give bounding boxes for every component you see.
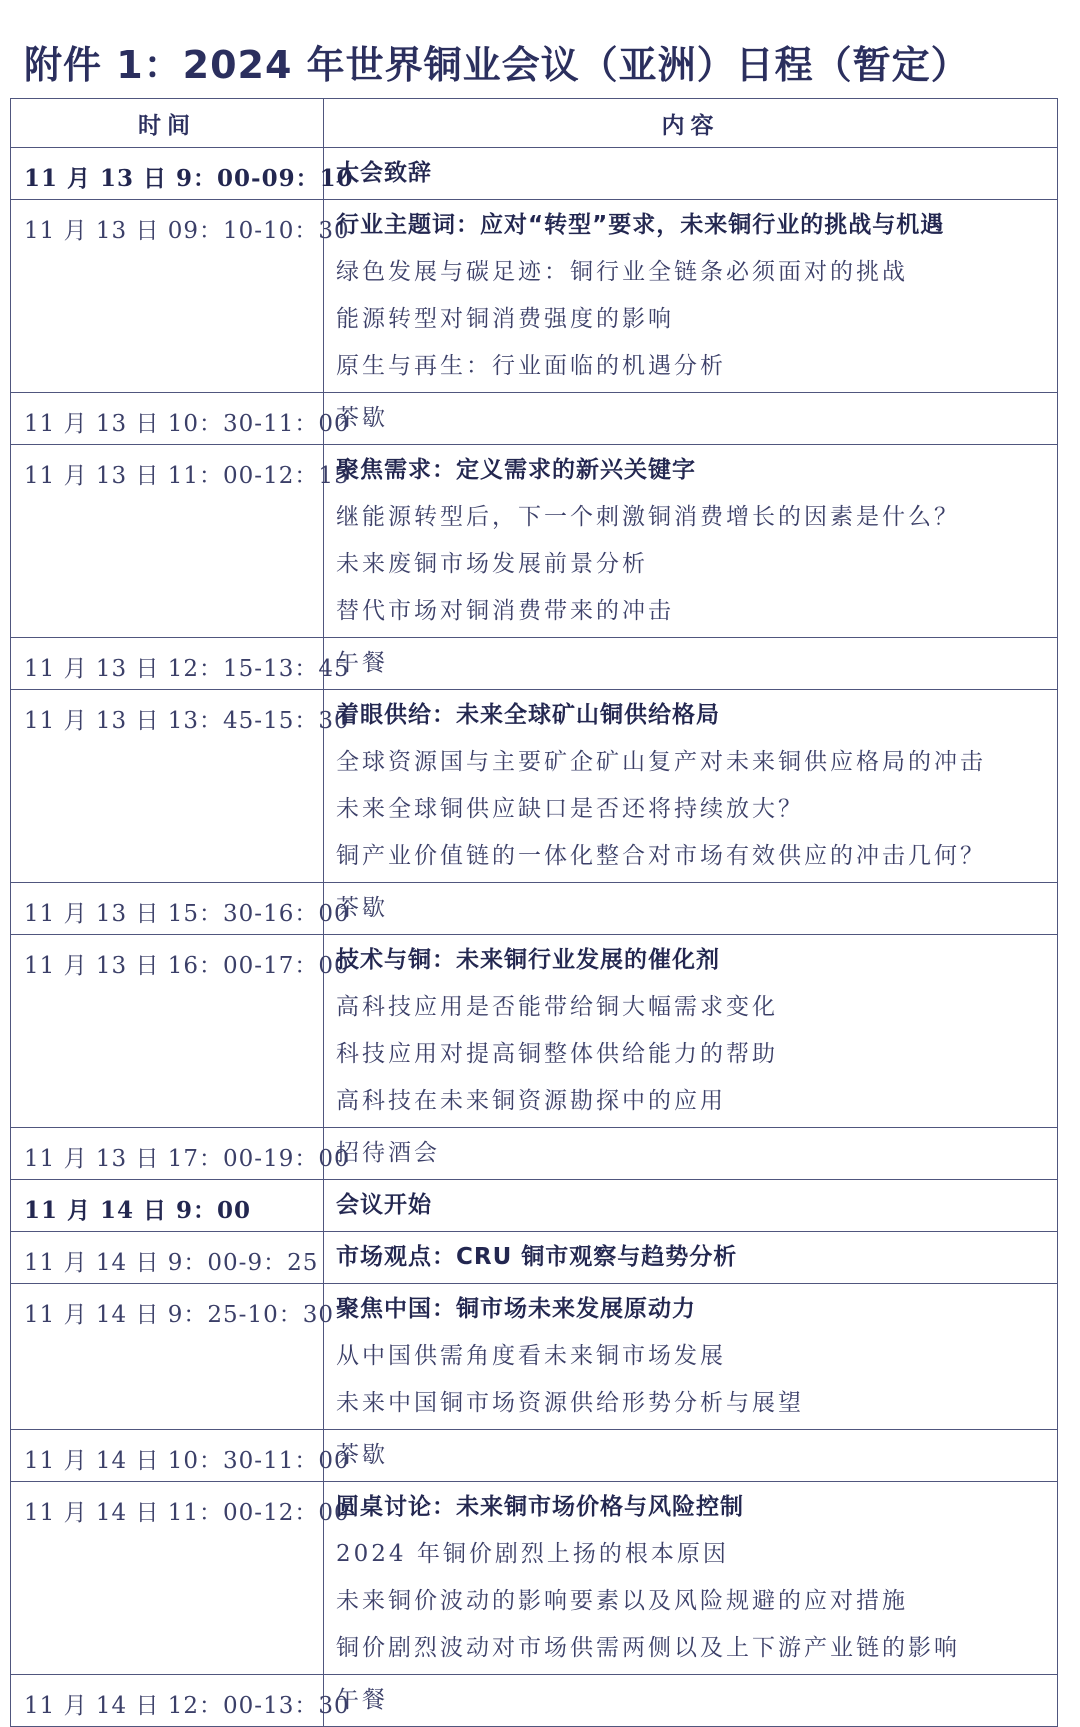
session-topic: 绿色发展与碳足迹：铜行业全链条必须面对的挑战 xyxy=(336,259,908,285)
table-row xyxy=(11,1430,1058,1482)
table-row xyxy=(11,883,1058,935)
table-row xyxy=(11,935,1058,1128)
time-cell: 11 月 13 日 09：10-10：30 xyxy=(11,200,324,393)
content-cell xyxy=(324,1284,1058,1430)
session-heading: 行业主题词：应对“转型”要求，未来铜行业的挑战与机遇 xyxy=(336,212,945,238)
time-cell: 11 月 14 日 9：00-9：25 xyxy=(11,1232,324,1284)
schedule-body xyxy=(11,148,1058,1727)
content-cell xyxy=(324,1430,1058,1482)
session-topic: 2024 年铜价剧烈上扬的根本原因 xyxy=(336,1541,729,1567)
session-topic: 全球资源国与主要矿企矿山复产对未来铜供应格局的冲击 xyxy=(336,749,986,775)
content-cell xyxy=(324,1482,1058,1675)
session-topic: 未来全球铜供应缺口是否还将持续放大？ xyxy=(336,796,804,822)
session-heading: 市场观点：CRU 铜市观察与趋势分析 xyxy=(336,1244,738,1270)
content-cell xyxy=(324,638,1058,690)
table-header-row xyxy=(11,99,1058,148)
table-row xyxy=(11,445,1058,638)
time-cell: 11 月 13 日 11：00-12：15 xyxy=(11,445,324,638)
session-topic: 铜价剧烈波动对市场供需两侧以及上下游产业链的影响 xyxy=(336,1635,960,1661)
session-break: 茶歇 xyxy=(336,1442,388,1468)
content-cell xyxy=(324,148,1058,200)
content-cell xyxy=(324,200,1058,393)
session-topic: 高科技应用是否能带给铜大幅需求变化 xyxy=(336,994,778,1020)
session-break: 午餐 xyxy=(336,1687,388,1713)
time-cell: 11 月 13 日 12：15-13：45 xyxy=(11,638,324,690)
time-cell: 11 月 14 日 11：00-12：00 xyxy=(11,1482,324,1675)
header-time: 时间 xyxy=(11,99,324,148)
content-cell xyxy=(324,1232,1058,1284)
time-cell: 11 月 14 日 12：00-13：30 xyxy=(11,1675,324,1727)
table-row xyxy=(11,1180,1058,1232)
time-cell: 11 月 14 日 10：30-11：00 xyxy=(11,1430,324,1482)
session-topic: 未来中国铜市场资源供给形势分析与展望 xyxy=(336,1390,804,1416)
session-topic: 未来铜价波动的影响要素以及风险规避的应对措施 xyxy=(336,1588,908,1614)
content-cell xyxy=(324,935,1058,1128)
content-cell xyxy=(324,1128,1058,1180)
content-cell xyxy=(324,393,1058,445)
table-row xyxy=(11,1128,1058,1180)
session-break: 茶歇 xyxy=(336,895,388,921)
session-topic: 高科技在未来铜资源勘探中的应用 xyxy=(336,1088,726,1114)
schedule-table xyxy=(10,98,1058,1727)
session-heading: 圆桌讨论：未来铜市场价格与风险控制 xyxy=(336,1494,744,1520)
time-cell: 11 月 13 日 15：30-16：00 xyxy=(11,883,324,935)
session-heading: 技术与铜：未来铜行业发展的催化剂 xyxy=(336,947,720,973)
time-cell: 11 月 13 日 16：00-17：00 xyxy=(11,935,324,1128)
table-row xyxy=(11,1284,1058,1430)
session-topic: 能源转型对铜消费强度的影响 xyxy=(336,306,674,332)
content-cell xyxy=(324,690,1058,883)
document-title: 附件 1：2024 年世界铜业会议（亚洲）日程（暂定） xyxy=(24,43,970,87)
time-cell: 11 月 14 日 9：25-10：30 xyxy=(11,1284,324,1430)
table-row xyxy=(11,690,1058,883)
session-topic: 科技应用对提高铜整体供给能力的帮助 xyxy=(336,1041,778,1067)
session-topic: 原生与再生：行业面临的机遇分析 xyxy=(336,353,726,379)
time-cell: 11 月 14 日 9：00 xyxy=(11,1180,324,1232)
time-cell: 11 月 13 日 9：00-09：10 xyxy=(11,148,324,200)
time-cell: 11 月 13 日 17：00-19：00 xyxy=(11,1128,324,1180)
session-heading: 聚焦需求：定义需求的新兴关键字 xyxy=(336,457,696,483)
session-break: 招待酒会 xyxy=(336,1140,440,1166)
session-heading: 聚焦中国：铜市场未来发展原动力 xyxy=(336,1296,696,1322)
session-topic: 替代市场对铜消费带来的冲击 xyxy=(336,598,674,624)
table-row xyxy=(11,1232,1058,1284)
table-row xyxy=(11,200,1058,393)
content-cell xyxy=(324,445,1058,638)
session-heading: 着眼供给：未来全球矿山铜供给格局 xyxy=(336,702,720,728)
session-break: 茶歇 xyxy=(336,405,388,431)
header-content: 内容 xyxy=(324,99,1058,148)
table-row xyxy=(11,148,1058,200)
content-cell xyxy=(324,1675,1058,1727)
session-topic: 继能源转型后，下一个刺激铜消费增长的因素是什么？ xyxy=(336,504,960,530)
table-row xyxy=(11,1482,1058,1675)
table-row xyxy=(11,638,1058,690)
session-heading: 大会致辞 xyxy=(336,160,432,186)
time-cell: 11 月 13 日 13：45-15：30 xyxy=(11,690,324,883)
session-topic: 未来废铜市场发展前景分析 xyxy=(336,551,648,577)
session-topic: 铜产业价值链的一体化整合对市场有效供应的冲击几何？ xyxy=(336,843,986,869)
table-row xyxy=(11,1675,1058,1727)
time-cell: 11 月 13 日 10：30-11：00 xyxy=(11,393,324,445)
session-break: 午餐 xyxy=(336,650,388,676)
session-topic: 从中国供需角度看未来铜市场发展 xyxy=(336,1343,726,1369)
content-cell xyxy=(324,1180,1058,1232)
table-row xyxy=(11,393,1058,445)
content-cell xyxy=(324,883,1058,935)
session-heading: 会议开始 xyxy=(336,1192,432,1218)
